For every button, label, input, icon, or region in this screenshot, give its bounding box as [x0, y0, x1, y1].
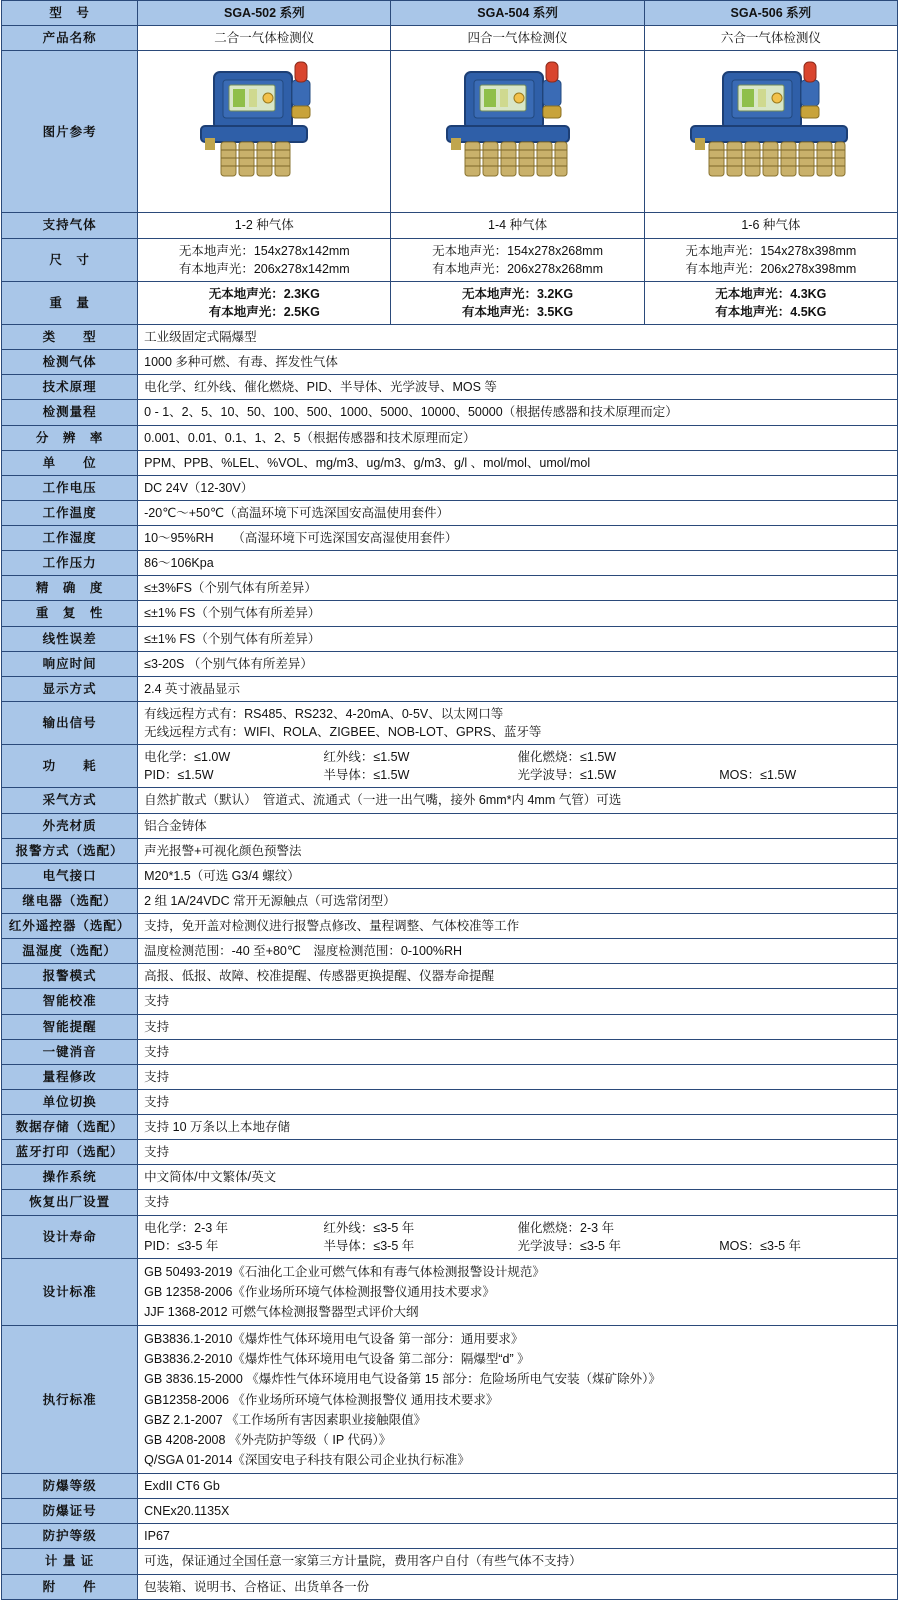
detect-gas-value: 1000 多种可燃、有毒、挥发性气体	[138, 350, 898, 375]
table-row-detect-gas	[2, 350, 898, 375]
output-line2: 无线远程方式有：WIFI、ROLA、ZIGBEE、NOB-LOT、GPRS、蓝牙等	[144, 725, 542, 739]
life-infrared: 红外线：≤3-5 年	[323, 1220, 415, 1235]
design-standard-list	[144, 1262, 891, 1322]
gas-detector-icon-4	[403, 54, 633, 204]
power-electrochemical: 电化学：≤1.0W	[144, 750, 231, 765]
table-row-pressure	[2, 551, 898, 576]
repeatability-value: ≤±1% FS（个别气体有所差异）	[138, 601, 898, 626]
row-label-weight: 重 量	[2, 281, 138, 324]
list-item: GB3836.1-2010《爆炸性气体环境用电气设备 第一部分：通用要求》	[144, 1332, 524, 1347]
list-item: GB 3836.15-2000 《爆炸性气体环境用电气设备第 15 部分：危险场所电气安装（煤矿除外）》	[144, 1372, 661, 1387]
table-row-ip-grade	[2, 1524, 898, 1549]
table-row-power	[2, 745, 898, 788]
size-502-line2: 有本地声光：206x278x142mm	[178, 261, 350, 276]
power-line1	[144, 748, 891, 766]
category-value: 工业级固定式隔爆型	[138, 325, 898, 350]
life-semiconductor: 半导体：≤3-5 年	[323, 1238, 415, 1253]
row-label-shell-material: 外壳材质	[2, 813, 138, 838]
row-label-smart-reminder: 智能提醒	[2, 1014, 138, 1039]
row-label-image: 图片参考	[2, 51, 138, 213]
power-value	[138, 745, 898, 788]
row-label-unit-switch: 单位切换	[2, 1089, 138, 1114]
remote-controller-value: 支持，免开盖对检测仪进行报警点修改、量程调整、气体校准等工作	[138, 914, 898, 939]
factory-reset-value: 支持	[138, 1190, 898, 1215]
metrology-certificate-value: 可选，保证通过全国任意一家第三方计量院，费用客户自付（有些气体不支持）	[138, 1549, 898, 1574]
row-label-ip-grade: 防护等级	[2, 1524, 138, 1549]
table-row-support-gas	[2, 213, 898, 238]
row-label-sampling: 采气方式	[2, 788, 138, 813]
table-row-voltage	[2, 475, 898, 500]
table-row-shell	[2, 813, 898, 838]
row-label-category: 类 型	[2, 325, 138, 350]
alarm-mode-value: 高报、低报、故障、校准提醒、传感器更换提醒、仪器寿命提醒	[138, 964, 898, 989]
row-label-smart-calibration: 智能校准	[2, 989, 138, 1014]
table-row-range-modify	[2, 1064, 898, 1089]
row-label-principle: 技术原理	[2, 375, 138, 400]
design-life-line2	[144, 1237, 891, 1255]
exec-standard-value	[138, 1326, 898, 1474]
accuracy-value: ≤±3%FS（个别气体有所差异）	[138, 576, 898, 601]
output-value	[138, 701, 898, 744]
model-506: SGA-506 系列	[644, 1, 897, 26]
support-gas-502: 1-2 种气体	[138, 213, 391, 238]
table-row-response	[2, 651, 898, 676]
ex-grade-value: ExdII CT6 Gb	[138, 1474, 898, 1499]
row-label-display: 显示方式	[2, 676, 138, 701]
data-storage-value: 支持 10 万条以上本地存储	[138, 1115, 898, 1140]
gas-detector-icon-6	[651, 54, 891, 204]
table-row-ex-grade	[2, 1474, 898, 1499]
power-mos: MOS：≤1.5W	[719, 768, 797, 783]
row-label-detect-gas: 检测气体	[2, 350, 138, 375]
support-gas-504: 1-4 种气体	[391, 213, 644, 238]
power-optical: 光学波导：≤1.5W	[517, 768, 617, 783]
row-label-linearity: 线性误差	[2, 626, 138, 651]
row-label-humidity: 工作湿度	[2, 526, 138, 551]
table-row-output	[2, 701, 898, 744]
row-label-voltage: 工作电压	[2, 475, 138, 500]
life-optical: 光学波导：≤3-5 年	[517, 1238, 621, 1253]
model-502: SGA-502 系列	[138, 1, 391, 26]
display-value: 2.4 英寸液晶显示	[138, 676, 898, 701]
table-row-principle	[2, 375, 898, 400]
row-label-remote-controller: 红外遥控器（选配）	[2, 914, 138, 939]
ip-grade-value: IP67	[138, 1524, 898, 1549]
weight-504-line2: 有本地声光：3.5KG	[461, 304, 574, 319]
life-blank	[719, 1219, 891, 1237]
row-label-pressure: 工作压力	[2, 551, 138, 576]
row-label-operating-system: 操作系统	[2, 1165, 138, 1190]
table-row-display	[2, 676, 898, 701]
table-row-sampling	[2, 788, 898, 813]
weight-506-line2: 有本地声光：4.5KG	[715, 304, 827, 319]
weight-502-line2: 有本地声光：2.5KG	[208, 304, 320, 319]
table-row-unit-switch	[2, 1089, 898, 1114]
table-row-category	[2, 325, 898, 350]
shell-material-value: 铝合金铸体	[138, 813, 898, 838]
list-item: GB12358-2006 《作业场所环境气体检测报警仪 通用技术要求》	[144, 1392, 499, 1407]
operating-system-value: 中文简体/中文繁体/英文	[138, 1165, 898, 1190]
table-row-design-standard	[2, 1258, 898, 1325]
design-life-value	[138, 1215, 898, 1258]
table-row-ex-cert	[2, 1499, 898, 1524]
table-row-accessories	[2, 1574, 898, 1599]
list-item: GB 4208-2008 《外壳防护等级（ IP 代码）》	[144, 1432, 392, 1447]
table-row-temperature	[2, 500, 898, 525]
list-item: Q/SGA 01-2014《深国安电子科技有限公司企业执行标准》	[144, 1452, 470, 1467]
weight-504	[391, 281, 644, 324]
response-time-value: ≤3-20S （个别气体有所差异）	[138, 651, 898, 676]
relay-value: 2 组 1A/24VDC 常开无源触点（可选常闭型）	[138, 888, 898, 913]
table-row-range	[2, 400, 898, 425]
gas-detector-icon-2	[149, 54, 379, 204]
temperature-value: -20℃～+50℃（高温环境下可选深国安高温使用套件）	[138, 500, 898, 525]
row-label-electric-interface: 电气接口	[2, 863, 138, 888]
output-line1: 有线远程方式有：RS485、RS232、4-20mA、0-5V、以太网口等	[144, 706, 504, 721]
size-504	[391, 238, 644, 281]
principle-value: 电化学、红外线、催化燃烧、PID、半导体、光学波导、MOS 等	[138, 375, 898, 400]
table-row-model	[2, 1, 898, 26]
ex-certificate-value: CNEx20.1135X	[138, 1499, 898, 1524]
table-row-humidity	[2, 526, 898, 551]
voltage-value: DC 24V（12-30V）	[138, 475, 898, 500]
row-label-repeatability: 重 复 性	[2, 601, 138, 626]
size-502-line1: 无本地声光：154x278x142mm	[178, 243, 350, 258]
life-electrochemical: 电化学：2-3 年	[144, 1220, 229, 1235]
smart-reminder-value: 支持	[138, 1014, 898, 1039]
row-label-accuracy: 精 确 度	[2, 576, 138, 601]
row-label-model: 型 号	[2, 1, 138, 26]
weight-502	[138, 281, 391, 324]
row-label-relay: 继电器（选配）	[2, 888, 138, 913]
table-row-alarm-way	[2, 838, 898, 863]
size-502	[138, 238, 391, 281]
table-row-resolution	[2, 425, 898, 450]
temp-humidity-option-value: 温度检测范围：-40 至+80℃ 湿度检测范围：0-100%RH	[138, 939, 898, 964]
size-504-line2: 有本地声光：206x278x268mm	[432, 261, 604, 276]
device-image-502	[138, 51, 391, 213]
power-semiconductor: 半导体：≤1.5W	[323, 768, 410, 783]
row-label-bluetooth-print: 蓝牙打印（选配）	[2, 1140, 138, 1165]
bluetooth-print-value: 支持	[138, 1140, 898, 1165]
row-label-output: 输出信号	[2, 701, 138, 744]
device-image-506	[644, 51, 897, 213]
list-item: GBZ 2.1-2007 《工作场所有害因素职业接触限值》	[144, 1412, 427, 1427]
table-row-os	[2, 1165, 898, 1190]
row-label-factory-reset: 恢复出厂设置	[2, 1190, 138, 1215]
smart-calibration-value: 支持	[138, 989, 898, 1014]
table-row-weight	[2, 281, 898, 324]
list-item: GB 12358-2006《作业场所环境气体检测报警仪通用技术要求》	[144, 1284, 495, 1299]
size-504-line1: 无本地声光：154x278x268mm	[432, 243, 604, 258]
size-506-line2: 有本地声光：206x278x398mm	[685, 261, 857, 276]
exec-standard-list	[144, 1329, 891, 1470]
list-item: JJF 1368-2012 可燃气体检测报警器型式评价大纲	[144, 1305, 419, 1319]
row-label-ex-certificate: 防爆证号	[2, 1499, 138, 1524]
device-image-504	[391, 51, 644, 213]
life-pid: PID：≤3-5 年	[144, 1238, 219, 1253]
row-label-one-key-mute: 一键消音	[2, 1039, 138, 1064]
table-row-factory-reset	[2, 1190, 898, 1215]
row-label-support-gas: 支持气体	[2, 213, 138, 238]
row-label-ex-grade: 防爆等级	[2, 1474, 138, 1499]
row-label-temp-humidity-option: 温湿度（选配）	[2, 939, 138, 964]
unit-switch-value: 支持	[138, 1089, 898, 1114]
row-label-alarm-way: 报警方式（选配）	[2, 838, 138, 863]
unit-value: PPM、PPB、%LEL、%VOL、mg/m3、ug/m3、g/m3、g/l 、mol/mol、umol/mol	[138, 450, 898, 475]
power-catalytic: 催化燃烧：≤1.5W	[517, 750, 617, 765]
weight-502-line1: 无本地声光：2.3KG	[208, 286, 320, 301]
row-label-resolution: 分 辨 率	[2, 425, 138, 450]
product-name-504: 四合一气体检测仪	[391, 26, 644, 51]
row-label-unit: 单 位	[2, 450, 138, 475]
row-label-temperature: 工作温度	[2, 500, 138, 525]
alarm-way-value: 声光报警+可视化颜色预警法	[138, 838, 898, 863]
list-item: GB 50493-2019《石油化工企业可燃气体和有毒气体检测报警设计规范》	[144, 1264, 545, 1279]
life-catalytic: 催化燃烧：2-3 年	[517, 1220, 615, 1235]
table-row-accuracy	[2, 576, 898, 601]
row-label-accessories: 附 件	[2, 1574, 138, 1599]
table-row-exec-standard	[2, 1326, 898, 1474]
power-line2	[144, 766, 891, 784]
linearity-value: ≤±1% FS（个别气体有所差异）	[138, 626, 898, 651]
row-label-design-standard: 设计标准	[2, 1258, 138, 1325]
row-label-alarm-mode: 报警模式	[2, 964, 138, 989]
specification-table	[1, 0, 898, 1600]
power-blank	[719, 748, 891, 766]
table-row-storage	[2, 1115, 898, 1140]
power-infrared: 红外线：≤1.5W	[323, 750, 410, 765]
row-label-range-modify: 量程修改	[2, 1064, 138, 1089]
humidity-value: 10～95%RH （高湿环境下可选深国安高湿使用套件）	[138, 526, 898, 551]
design-life-line1	[144, 1219, 891, 1237]
table-row-electric-interface	[2, 863, 898, 888]
electric-interface-value: M20*1.5（可选 G3/4 螺纹）	[138, 863, 898, 888]
product-name-502: 二合一气体检测仪	[138, 26, 391, 51]
table-row-image	[2, 51, 898, 213]
range-value: 0 - 1、2、5、10、50、100、500、1000、5000、10000、50000（根据传感器和技术原理而定）	[138, 400, 898, 425]
table-row-smart-remind	[2, 1014, 898, 1039]
row-label-exec-standard: 执行标准	[2, 1326, 138, 1474]
support-gas-506: 1-6 种气体	[644, 213, 897, 238]
table-row-alarm-mode	[2, 964, 898, 989]
row-label-product-name: 产品名称	[2, 26, 138, 51]
sampling-value: 自然扩散式（默认） 管道式、流通式（一进一出气嘴，接外 6mm*内 4mm 气管）可选	[138, 788, 898, 813]
life-mos: MOS：≤3-5 年	[719, 1238, 802, 1253]
row-label-design-life: 设计寿命	[2, 1215, 138, 1258]
one-key-mute-value: 支持	[138, 1039, 898, 1064]
table-row-lifespan	[2, 1215, 898, 1258]
size-506-line1: 无本地声光：154x278x398mm	[685, 243, 857, 258]
table-row-size	[2, 238, 898, 281]
size-506	[644, 238, 897, 281]
table-row-unit	[2, 450, 898, 475]
row-label-metrology-certificate: 计 量 证	[2, 1549, 138, 1574]
row-label-size: 尺 寸	[2, 238, 138, 281]
row-label-range: 检测量程	[2, 400, 138, 425]
table-row-bluetooth-print	[2, 1140, 898, 1165]
table-row-repeat	[2, 601, 898, 626]
model-504: SGA-504 系列	[391, 1, 644, 26]
weight-504-line1: 无本地声光：3.2KG	[461, 286, 574, 301]
row-label-power: 功 耗	[2, 745, 138, 788]
design-standard-value	[138, 1258, 898, 1325]
table-row-metrology	[2, 1549, 898, 1574]
product-name-506: 六合一气体检测仪	[644, 26, 897, 51]
range-modify-value: 支持	[138, 1064, 898, 1089]
accessories-value: 包装箱、说明书、合格证、出货单各一份	[138, 1574, 898, 1599]
table-row-remote	[2, 914, 898, 939]
table-row-linearity	[2, 626, 898, 651]
power-pid: PID：≤1.5W	[144, 768, 214, 783]
list-item: GB3836.2-2010《爆炸性气体环境用电气设备 第二部分：隔爆型“d” 》	[144, 1352, 530, 1367]
table-row-temp-humi	[2, 939, 898, 964]
table-row-product-name	[2, 26, 898, 51]
row-label-data-storage: 数据存储（选配）	[2, 1115, 138, 1140]
weight-506	[644, 281, 897, 324]
pressure-value: 86～106Kpa	[138, 551, 898, 576]
table-row-one-key-mute	[2, 1039, 898, 1064]
resolution-value: 0.001、0.01、0.1、1、2、5（根据传感器和技术原理而定）	[138, 425, 898, 450]
table-row-relay	[2, 888, 898, 913]
weight-506-line1: 无本地声光：4.3KG	[715, 286, 827, 301]
table-row-smart-cal	[2, 989, 898, 1014]
row-label-response-time: 响应时间	[2, 651, 138, 676]
